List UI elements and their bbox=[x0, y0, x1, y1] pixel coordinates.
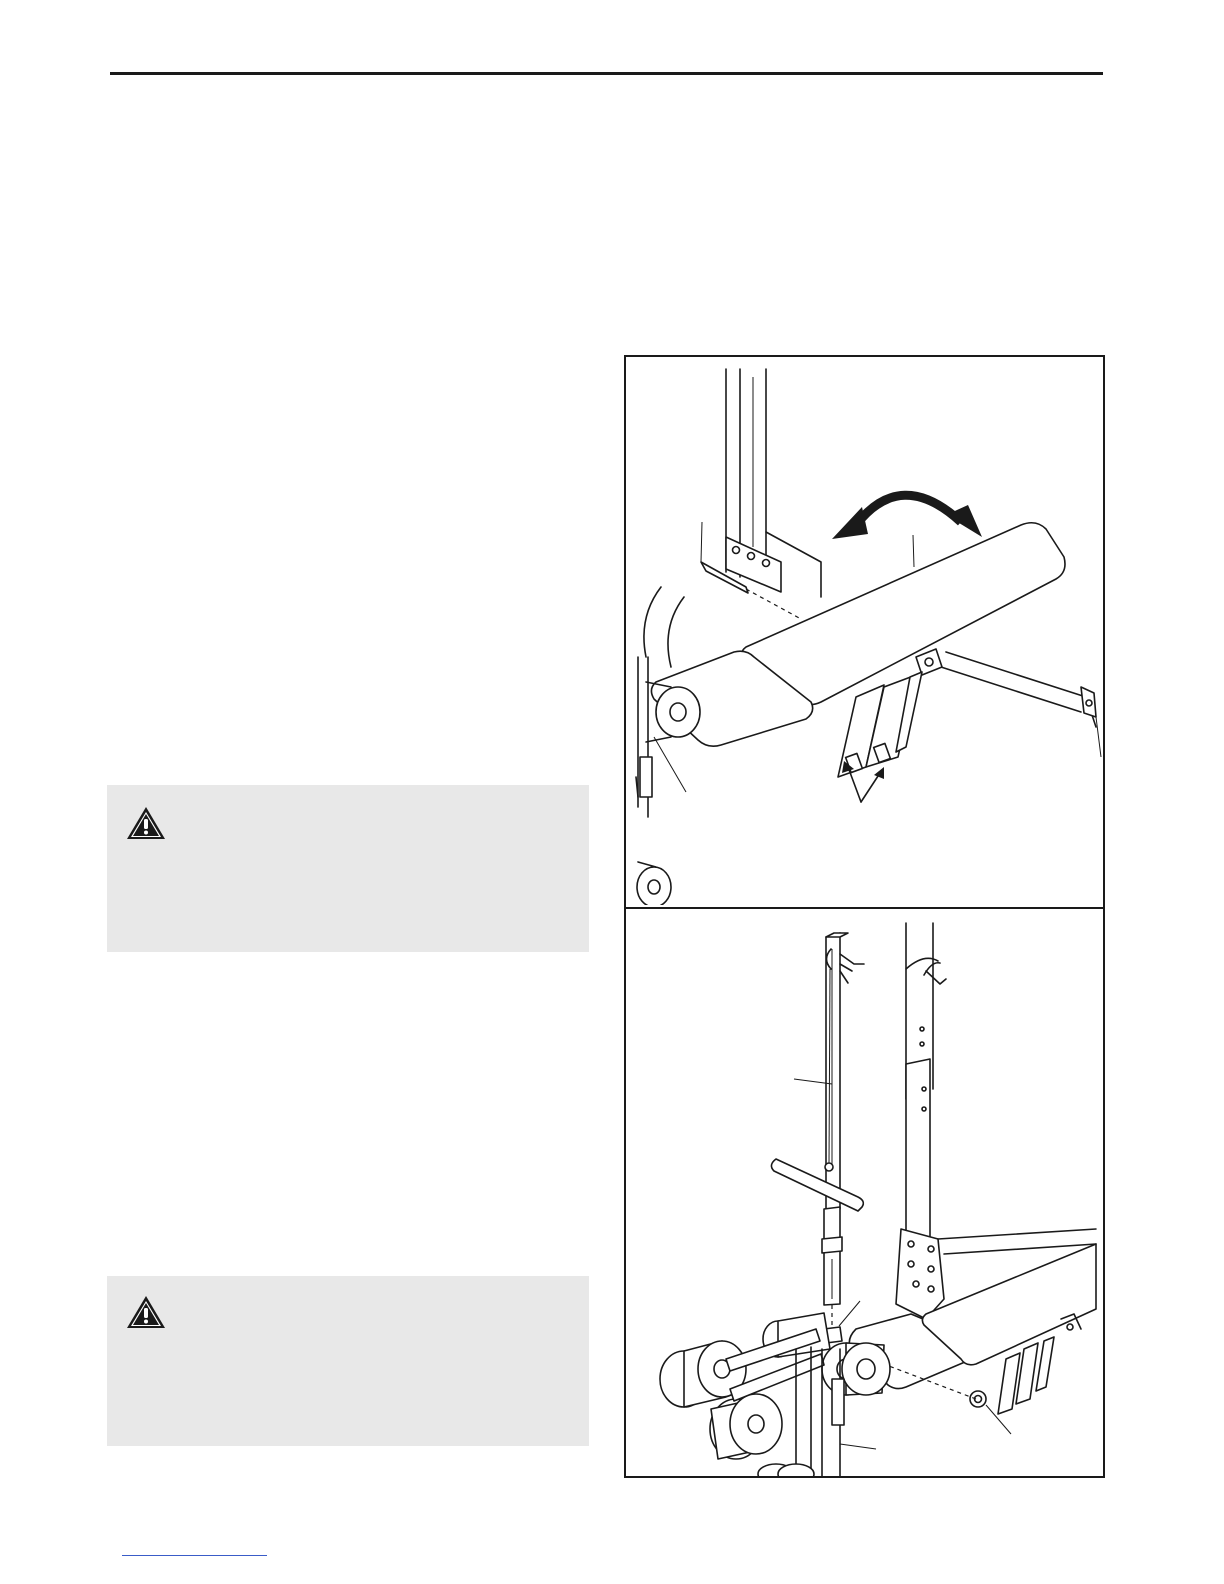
figure-frame bbox=[624, 355, 1105, 1478]
header-rule bbox=[110, 72, 1103, 75]
warning-box-2 bbox=[107, 1276, 589, 1446]
warning-box-1 bbox=[107, 785, 589, 952]
upright-assembly-illustration bbox=[626, 909, 1103, 1476]
warning-triangle-icon bbox=[125, 1294, 167, 1330]
bench-adjustment-illustration bbox=[626, 357, 1103, 905]
warning-triangle-icon bbox=[125, 805, 167, 841]
footer-link-underline[interactable] bbox=[122, 1555, 267, 1556]
